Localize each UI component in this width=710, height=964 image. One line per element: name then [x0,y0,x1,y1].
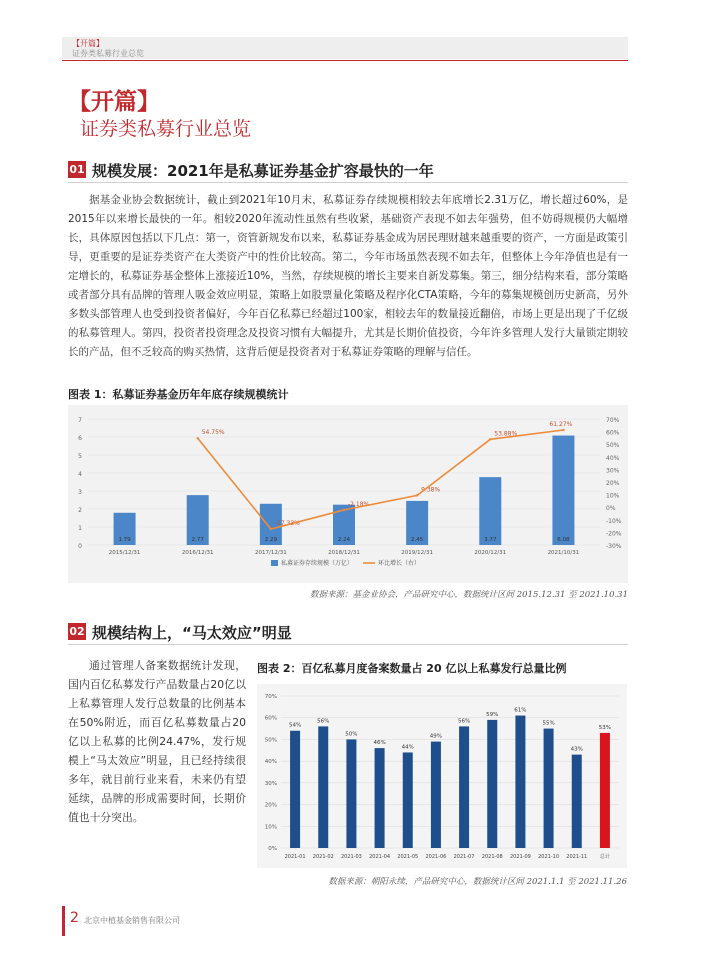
chart2-bar-value-label: 55% [542,720,555,727]
chart1-line-point [343,509,345,511]
chart1-right-tick-label: 10% [606,492,620,500]
chart2-bar-value-label: 44% [401,744,414,751]
chart2-bar-value-label: 61% [514,707,527,714]
section-2-number: 02 [69,625,85,638]
chart2-bar-value-label: 59% [486,711,499,718]
footer-accent-bar [62,906,65,936]
chart2-bar-value-label: 56% [317,718,330,725]
chart2-bar-value-label: 46% [373,740,386,747]
chart1-line-point [197,437,199,439]
chart1-right-tick-label: 50% [606,442,620,450]
chart2-bar [572,755,582,848]
figure-2-source: 数据来源：朝阳永续，产品研究中心，数据统计区间 2021.1.1 至 2021.11.26 [328,877,627,887]
chart1-bar-value-label: 3.77 [484,537,497,543]
chart1-category-label: 2021/10/31 [547,550,580,556]
chart2-bar-value-label: 43% [570,746,583,753]
chart1-bar-value-label: 2.29 [264,537,277,543]
chart1-right-tick-label: 70% [606,417,620,424]
chart1-line-value-label: 61.27% [549,420,573,428]
chart1-bar [552,436,574,545]
section-2-divider [68,644,628,645]
chart1-right-tick-label: -30% [606,543,622,550]
chart2-bar-value-label: 50% [345,731,358,738]
chart1-bar-value-label: 2.24 [337,537,351,543]
chart1-bar-value-label: 6.08 [557,537,570,543]
chart1-line-point [562,429,564,431]
chart1-line-value-label: 9.38% [421,486,441,494]
chart2-bar [431,742,441,848]
chart1-line-point [270,528,272,530]
chart2-tick-label: 60% [264,715,277,722]
chart1-right-tick-label: 40% [606,454,620,462]
section-2-title: 规模结构上，“马太效应”明显 [92,624,292,642]
chart1-category-label: 2020/12/31 [474,550,507,556]
section-1-number: 01 [69,163,85,176]
chart2-category-label: 2021-06 [425,854,447,860]
chart1-left-tick-label: 7 [78,417,82,424]
figure-1-svg [68,405,628,583]
chart2-tick-label: 0% [268,846,277,852]
chart2-bar [318,726,328,848]
section-1-divider [68,182,628,183]
footer-company: 北京中植基金销售有限公司 [84,916,180,925]
chart2-category-label: 2021-09 [509,854,531,860]
chart1-left-tick-label: 1 [78,525,82,532]
section-1-paragraph: 据基金业协会数据统计，截止到2021年10月末，私募证券存续规模相较去年底增长2.31万亿，增长超过60%，是2015年以来增长最快的一年。相较2020年流动性虽然有些收紧，基础资产表现不如去年强势，但不妨碍规模仍大幅增长，具体原因包括以下几点：第一，资管新规发布以来，私募证券基金成为居民理财越来越重要的资产，一方面是政策引导，更重要的是证券类资产在大类资产中的性价比较高。第二，今年市场虽然表现不如去年，但整体上今年净值也是有一定增长的，私募证券基金整体上涨接近10%，当然，存续规模的增长主要来自新发募集。第三，细分结构来看，部分策略或者部分具有品牌的管理人吸金效应明显，策略上如股票量化策略及程序化CTA策略，今年的募集规模创历史新高，另外多数头部管理人也受到投资者偏好，今年百亿私募已经超过100家，相较去年的数量接近翻倍，市场上更是出现了千亿级的私募管理人。第四，投资者投资理念及投资习惯有大幅提升，尤其是长期价值投资，今年许多管理人发行大量锁定期较长的产品，但不乏较高的购买热情，这背后便是投资者对于私募证券策略的理解与信任。 [68,194,628,358]
chart1-left-tick-label: 6 [78,435,82,442]
chart2-tick-label: 20% [264,802,277,809]
chart1-line-point [489,438,491,440]
chart2-category-label: 总计 [599,854,610,860]
figure-2-svg [257,684,627,868]
chart1-bar-value-label: 2.77 [191,537,204,543]
chart2-category-label: 2021-03 [340,854,362,860]
chart1-right-tick-label: 0% [606,505,616,513]
page-number: 2 [70,910,79,926]
chart1-left-tick-label: 0 [78,543,82,550]
chart1-line-value-label: 53.88% [494,430,518,438]
chart2-bar [600,733,610,848]
chart1-left-tick-label: 5 [78,453,82,460]
figure-2-chart [257,684,627,868]
chart2-tick-label: 30% [264,780,277,787]
chart1-right-tick-label: 30% [606,467,620,475]
chart1-category-label: 2018/12/31 [328,550,360,556]
chapter-tag: 【开篇】 [68,89,160,115]
chart2-bar [515,716,525,848]
chart2-bar [544,729,554,848]
chart2-bar-value-label: 53% [598,724,612,731]
chart2-bar [375,748,385,848]
chart2-bar [487,720,497,848]
chart2-bar [346,739,356,848]
chart2-category-label: 2021-10 [538,854,560,860]
chart1-left-tick-label: 4 [78,471,82,478]
chart2-bar [403,752,413,848]
chart2-bar-value-label: 49% [429,733,443,740]
chart1-legend-swatch-bars [271,560,278,566]
figure-1-chart [68,405,628,583]
chart2-bar-value-label: 56% [457,718,471,725]
chart1-line-value-label: -2.18% [348,500,370,508]
chart1-bar-value-label: 1.79 [118,537,131,543]
chart2-tick-label: 50% [264,737,277,744]
chart1-right-tick-label: -10% [606,517,622,525]
figure-1-source: 数据来源：基金业协会，产品研究中心，数据统计区间 2015.12.31 至 2021.10.31 [310,590,628,600]
chart2-tick-label: 40% [264,759,277,766]
chart2-category-label: 2021-11 [566,854,588,860]
chart1-legend-label-bars: 私募证券存续规模（万亿） [281,560,354,567]
chart1-right-tick-label: 20% [606,480,620,487]
chart1-category-label: 2016/12/31 [181,550,214,556]
figure-1-title: 图表 1：私募证券基金历年年底存续规模统计 [68,388,289,401]
chapter-title: 证券类私募行业总览 [80,118,252,140]
section-1-title: 规模发展：2021年是私募证券基金扩容最快的一年 [92,162,434,180]
chart2-category-label: 2021-07 [453,854,475,860]
chart2-bar-value-label: 54% [288,722,302,729]
chart1-left-tick-label: 3 [78,489,82,496]
chart2-category-label: 2021-02 [312,854,334,860]
chart1-line-value-label: 54.75% [201,429,225,437]
header-divider [62,60,628,61]
chart2-tick-label: 10% [264,824,277,831]
chart1-line-point [416,494,418,496]
chart1-line-value-label: -17.33% [274,520,300,528]
chart1-bar-value-label: 2.45 [411,537,424,543]
chart1-legend-label-line: 环比增长（右） [378,560,421,567]
chart1-left-tick-label: 2 [78,507,82,514]
chart1-right-tick-label: 60% [606,429,620,437]
chart2-bar [459,726,469,848]
chart2-category-label: 2021-08 [481,854,503,860]
chart1-category-label: 2015/12/31 [108,550,141,556]
chart1-bar [479,477,501,545]
running-header-subtitle: 证券类私募行业总览 [72,49,144,58]
chart1-category-label: 2017/12/31 [255,550,287,556]
chart2-category-label: 2021-04 [369,854,391,860]
figure-2-title: 图表 2：百亿私募月度备案数量占 20 亿以上私募发行总量比例 [257,662,567,675]
chart1-category-label: 2019/12/31 [401,550,433,556]
chart1-right-tick-label: -20% [606,530,622,538]
running-header [62,37,628,59]
chart1-growth-line [198,430,564,529]
section-2-paragraph: 通过管理人备案数据统计发现，国内百亿私募发行产品数量占20亿以上私募管理人发行总数量的比例基本在50%附近，而百亿私募数量占20亿以上私募的比例24.47%，发行规模上“马太效应”明显，且已经持续很多年，就目前行业来看，未来仍有望延续，品牌的形成需要时间，长期价值也十分突出。 [68,659,246,824]
running-header-tag: 【开篇】 [72,39,104,48]
chart2-category-label: 2021-01 [284,854,306,860]
chart2-tick-label: 70% [264,694,277,700]
chart2-category-label: 2021-05 [397,854,419,860]
chart2-bar [290,731,300,848]
